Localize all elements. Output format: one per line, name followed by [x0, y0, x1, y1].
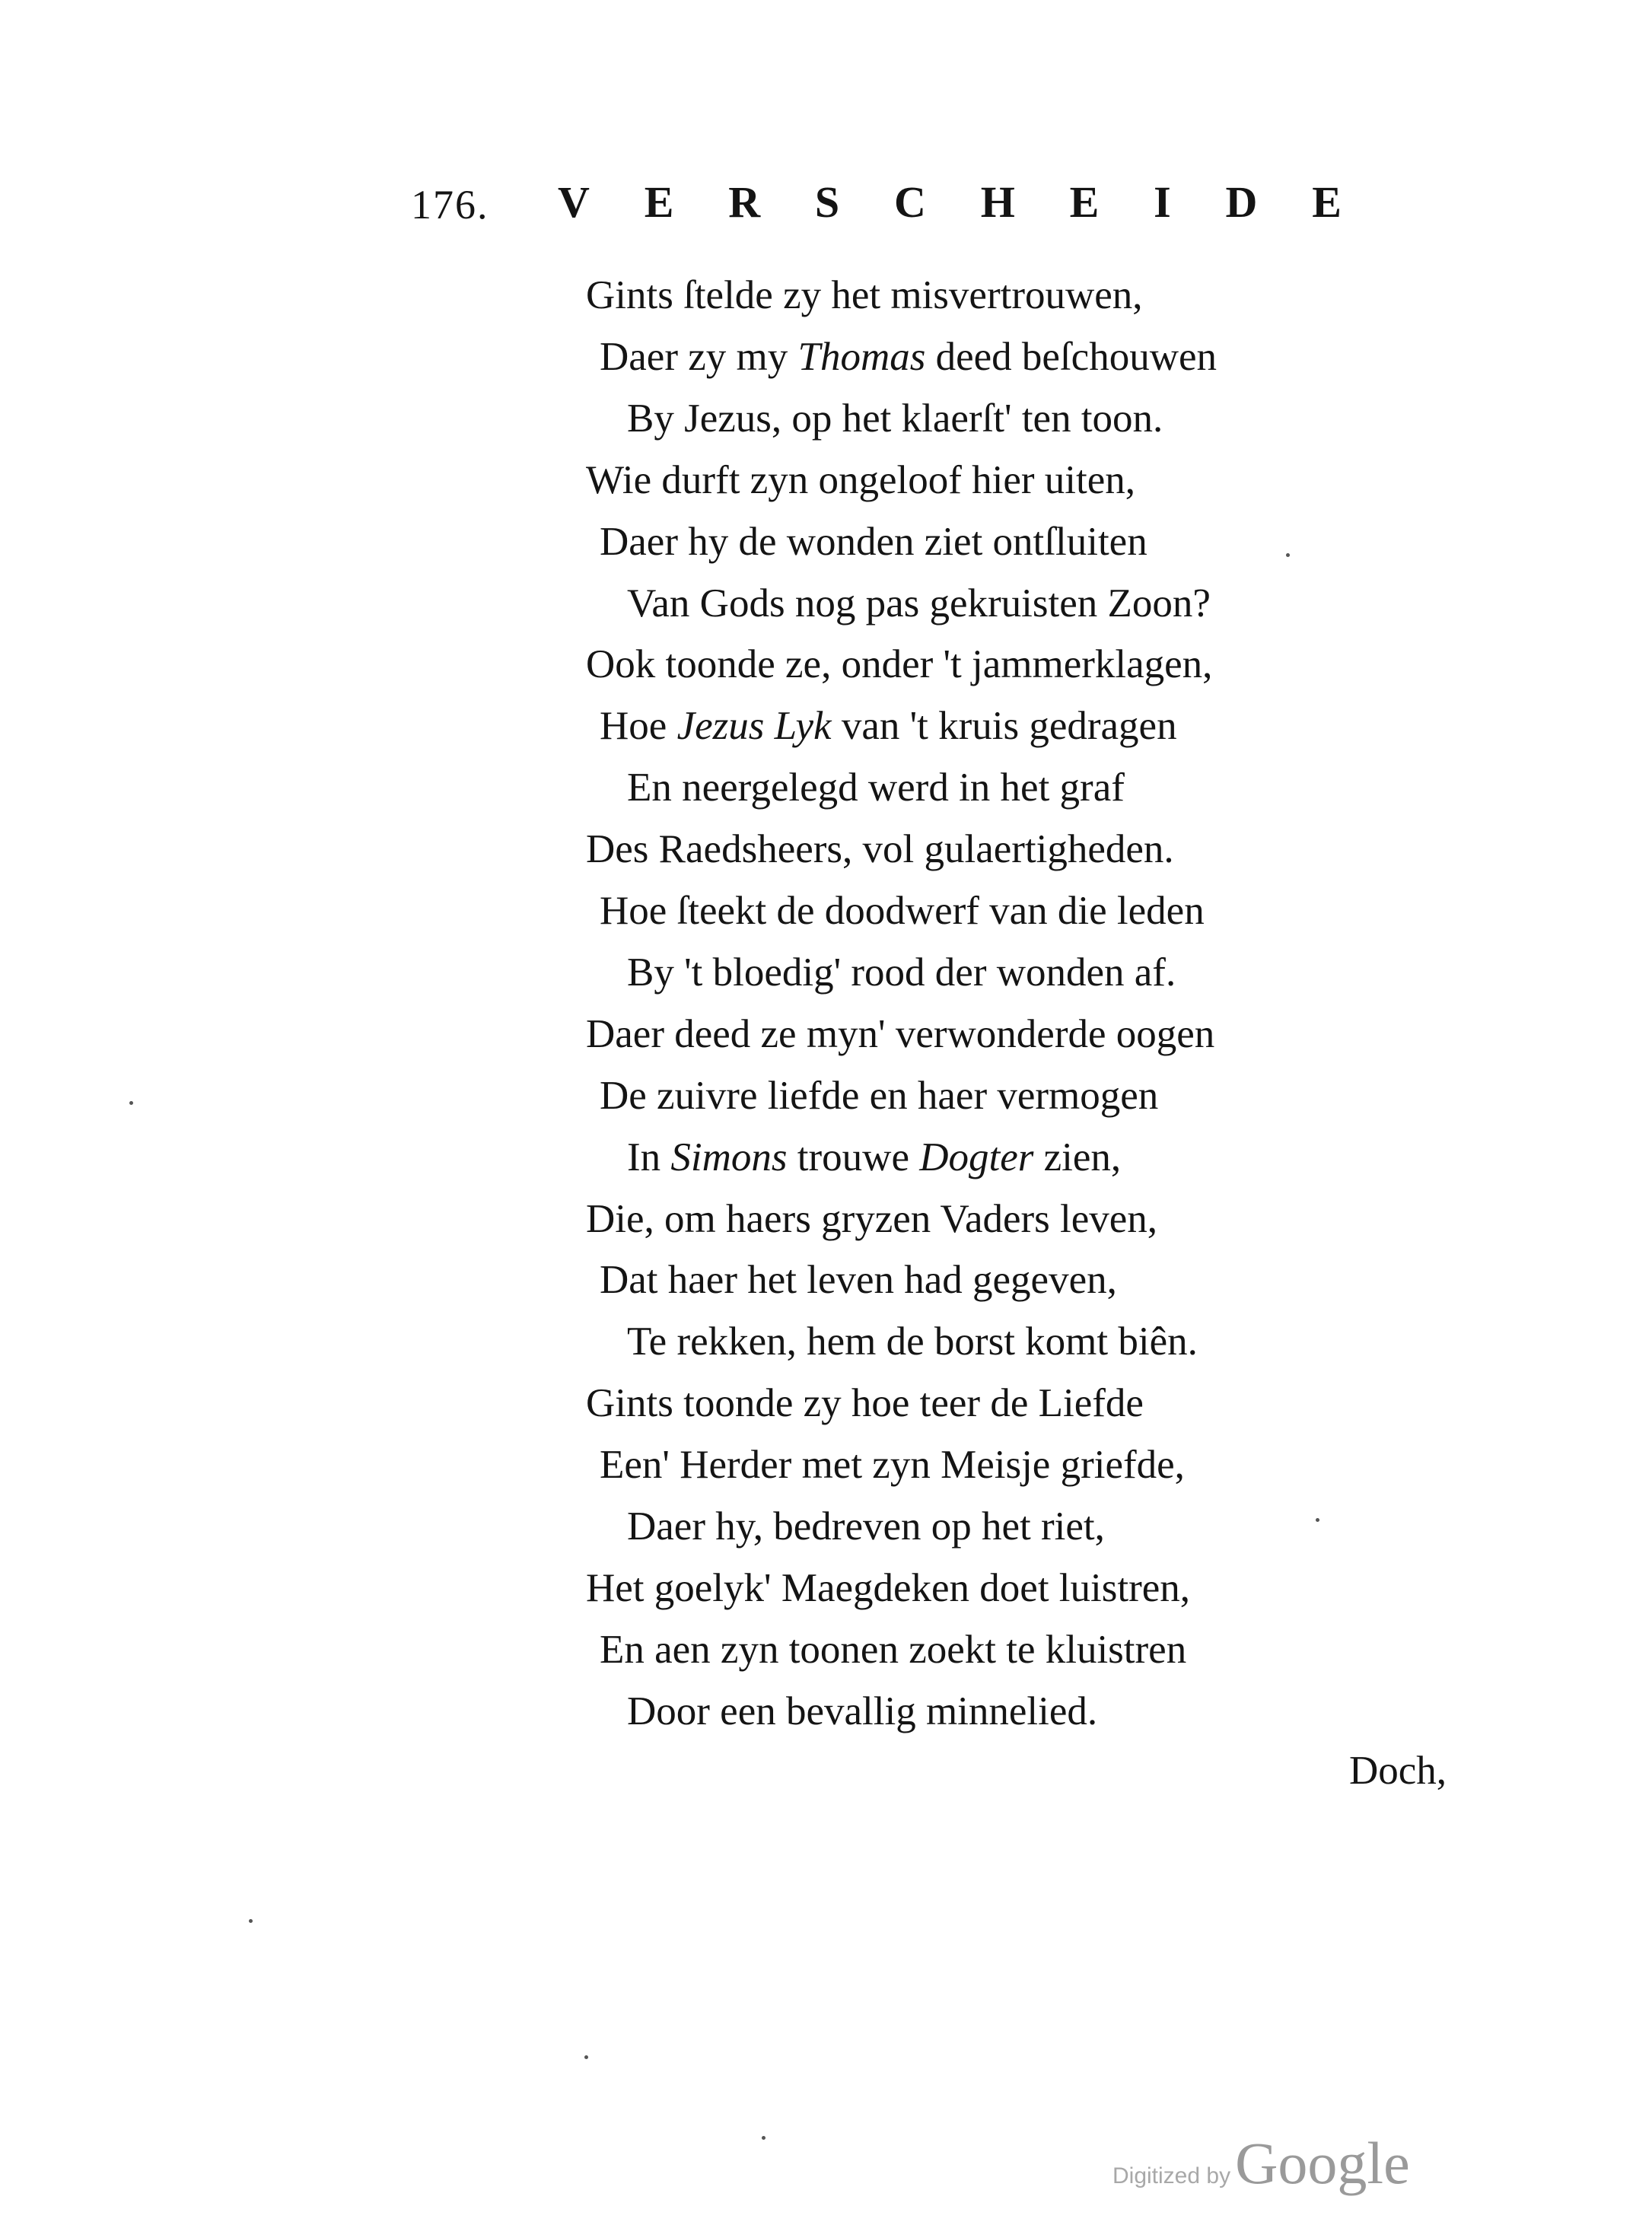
- poem-line: [586, 1196, 1157, 1242]
- running-title-letter: E: [644, 177, 674, 227]
- poem-line-text: Die, om haers gryzen Vaders leven,: [586, 1197, 1158, 1241]
- poem-line: [600, 519, 1147, 565]
- poem-line-text: Gints toonde zy hoe teer de Liefde: [586, 1381, 1144, 1425]
- running-title: [558, 177, 1342, 228]
- catchword: Doch,: [1349, 1749, 1447, 1793]
- poem-line-text: En aen zyn toonen zoekt te kluistren: [600, 1628, 1187, 1672]
- poem-line: [600, 1442, 1185, 1488]
- poem-line: [586, 1380, 1144, 1426]
- poem-line-text: Daer hy de wonden ziet ontſluiten: [600, 520, 1147, 564]
- poem-line: [627, 396, 1163, 441]
- poem-line: [627, 1319, 1198, 1364]
- poem-line: [600, 1073, 1158, 1119]
- watermark-prefix: Digitized by: [1112, 2163, 1231, 2188]
- poem-line-text: deed beſchouwen: [925, 335, 1217, 379]
- poem-line: [600, 334, 1217, 380]
- scan-speck: [584, 2055, 588, 2059]
- running-title-letter: E: [1069, 177, 1100, 227]
- running-header: [0, 177, 1652, 245]
- poem-line-text: Door een bevallig minnelied.: [627, 1689, 1098, 1733]
- poem-line-text: Een' Herder met zyn Meisje griefde,: [600, 1443, 1185, 1487]
- poem-line-text: Daer deed ze myn' verwonderde oogen: [586, 1012, 1215, 1056]
- poem-line-text: Gints ſtelde zy het misvertrouwen,: [586, 273, 1143, 317]
- poem-line-text: By 't bloedig' rood der wonden af.: [627, 950, 1176, 995]
- poem-line-italic: Thomas: [797, 335, 926, 379]
- poem-line: [600, 703, 1177, 749]
- poem-line-text: Te rekken, hem de borst komt biên.: [627, 1319, 1198, 1364]
- poem-line: [627, 950, 1176, 995]
- poem-line-text: Van Gods nog pas gekruisten Zoon?: [627, 581, 1211, 625]
- poem-line: [600, 1257, 1117, 1303]
- poem-line-text: Ook toonde ze, onder 't jammerklagen,: [586, 642, 1213, 686]
- poem-line: [627, 765, 1125, 810]
- running-title-letter: S: [814, 177, 840, 227]
- scan-speck: [129, 1101, 133, 1105]
- digitized-watermark: [1112, 2129, 1410, 2198]
- poem-line-text: Des Raedsheers, vol gulaertigheden.: [586, 827, 1174, 871]
- poem-line-text: Hoe ſteekt de doodwerf van die leden: [600, 889, 1205, 933]
- poem-line-text: van 't kruis gedragen: [831, 704, 1177, 748]
- scan-speck: [762, 2136, 766, 2140]
- poem-line: [586, 457, 1135, 503]
- poem-line-text: Wie durft zyn ongeloof hier uiten,: [586, 458, 1135, 502]
- scan-speck: [249, 1919, 253, 1923]
- poem-line: [586, 641, 1212, 687]
- poem-line-text: Daer zy my: [600, 335, 798, 379]
- poem-line: [600, 1627, 1186, 1673]
- poem-line: [627, 581, 1211, 626]
- poem-line-text: trouwe: [787, 1135, 920, 1179]
- google-logo: Google: [1235, 2130, 1410, 2196]
- running-title-letter: H: [980, 177, 1015, 227]
- poem-line: [627, 1504, 1105, 1549]
- poem-line-text: zien,: [1033, 1135, 1122, 1179]
- poem-line-italic: Jezus Lyk: [676, 704, 832, 748]
- scan-speck: [1286, 553, 1290, 557]
- poem-line-text: Dat haer het leven had gegeven,: [600, 1258, 1117, 1302]
- page-number: 176.: [411, 182, 489, 228]
- poem-line: [586, 272, 1143, 318]
- poem-line-text: Hoe: [600, 704, 677, 748]
- poem-line: [586, 1011, 1214, 1057]
- poem-line-text: In: [627, 1135, 671, 1179]
- poem-line: [600, 888, 1205, 934]
- poem-line-text: Daer hy, bedreven op het riet,: [627, 1504, 1105, 1549]
- scan-speck: [1316, 1518, 1319, 1522]
- poem-line-text: By Jezus, op het klaerſt' ten toon.: [627, 396, 1163, 441]
- running-title-letter: R: [728, 177, 761, 227]
- poem-line-italic: Dogter: [919, 1135, 1034, 1179]
- running-title-letter: I: [1154, 177, 1171, 227]
- poem-line-text: Het goelyk' Maegdeken doet luistren,: [586, 1566, 1191, 1610]
- running-title-letter: V: [558, 177, 590, 227]
- poem-line: [627, 1689, 1097, 1734]
- poem-line: [586, 826, 1174, 872]
- poem-line: [586, 1565, 1190, 1611]
- running-title-letter: E: [1312, 177, 1342, 227]
- poem-line: [627, 1135, 1121, 1180]
- poem-line-italic: Simons: [670, 1135, 788, 1179]
- running-title-letter: D: [1225, 177, 1258, 227]
- poem-line-text: De zuivre liefde en haer vermogen: [600, 1074, 1159, 1118]
- poem-line-text: En neergelegd werd in het graf: [627, 766, 1125, 810]
- running-title-letter: C: [893, 177, 926, 227]
